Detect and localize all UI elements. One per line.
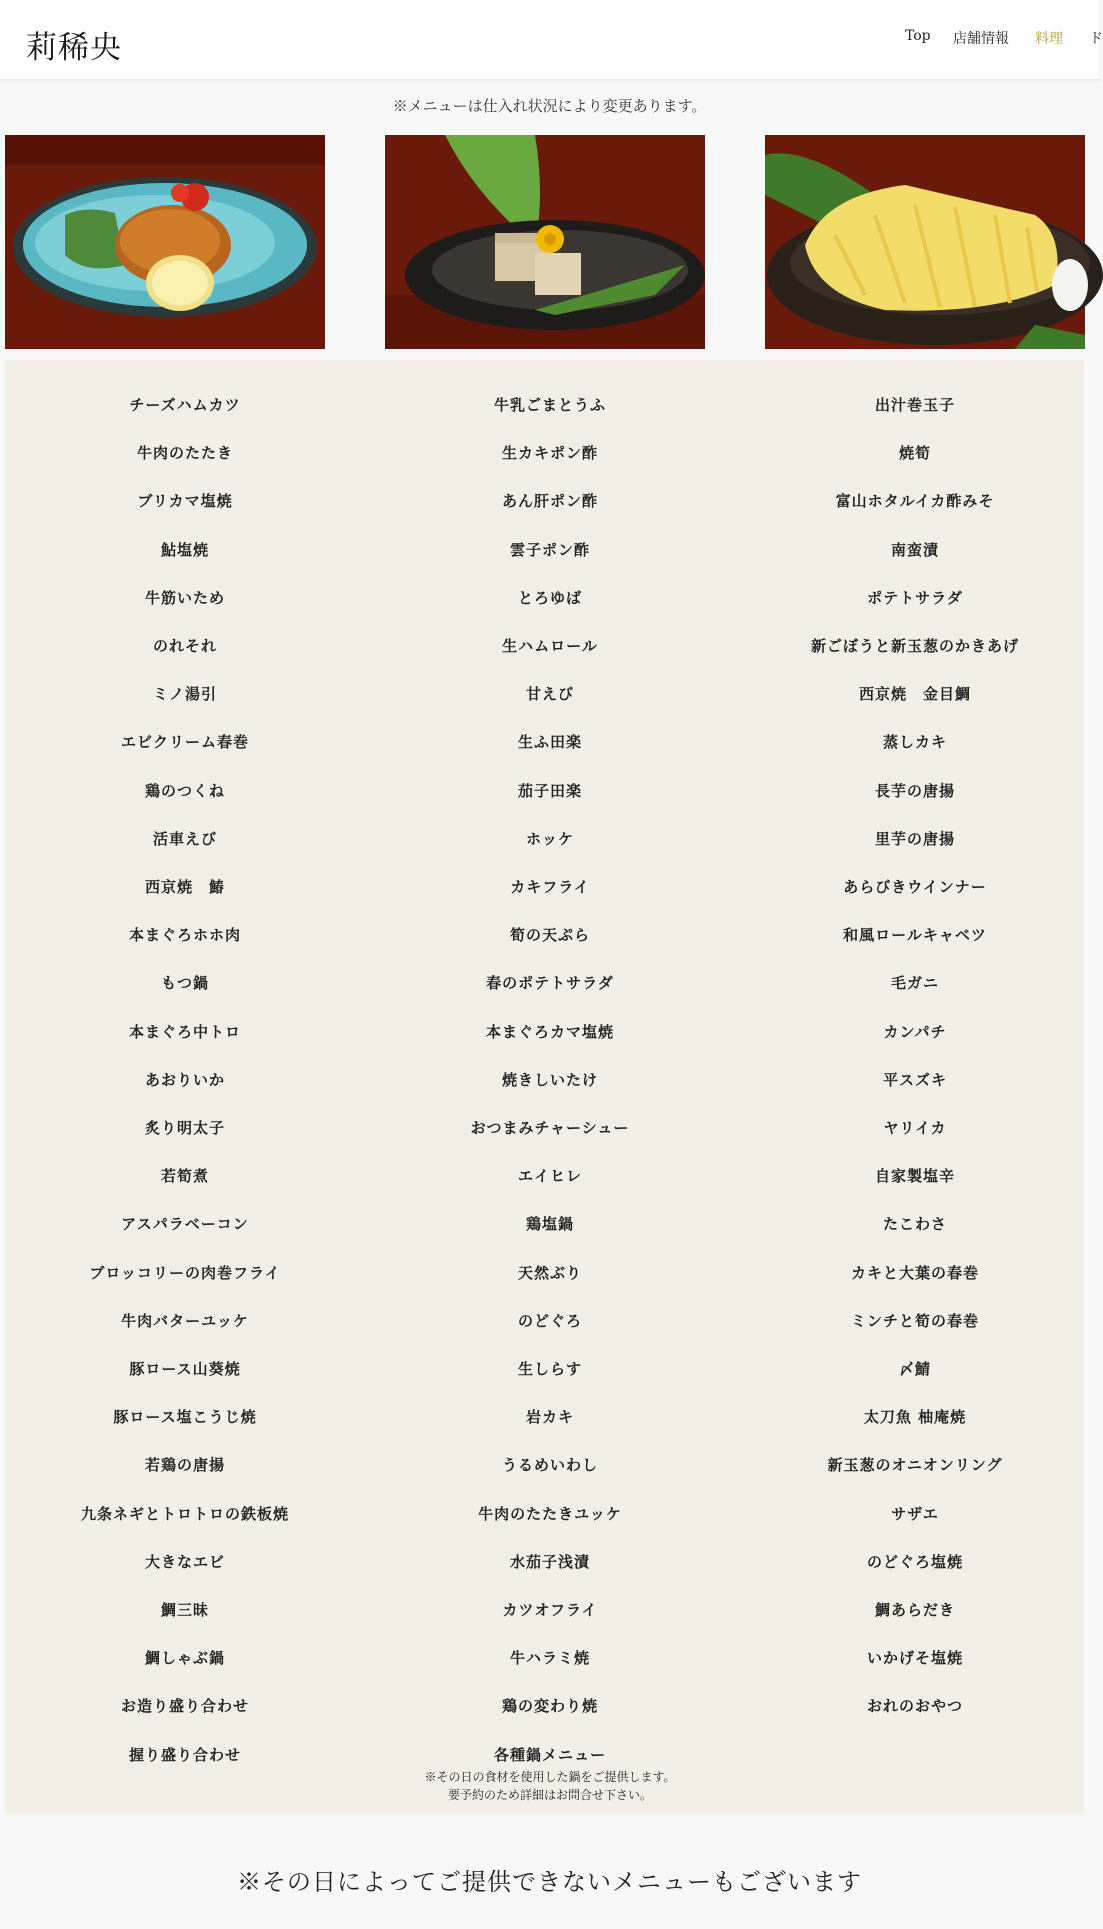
menu-item: 富山ホタルイカ酢みそ (835, 492, 995, 511)
menu-item: 茄子田楽 (517, 781, 582, 800)
menu-item: 西京焼 金目鯛 (858, 685, 971, 704)
menu-item: 太刀魚 柚庵焼 (863, 1408, 967, 1427)
menu-item: のどぐろ (517, 1311, 582, 1330)
menu-item: 本まぐろカマ塩焼 (485, 1022, 614, 1041)
menu-item: 握り盛り合わせ (128, 1745, 241, 1764)
menu-item: 生ハムロール (502, 637, 598, 655)
menu-item: 活車えび (152, 829, 217, 848)
nav-top[interactable]: Top (905, 28, 931, 44)
menu-item: チーズハムカツ (129, 396, 241, 414)
nav-cuisine[interactable]: 料理 (1035, 31, 1063, 47)
menu-item: もつ鍋 (160, 974, 209, 993)
menu-item: 自家製塩辛 (874, 1167, 955, 1186)
availability-notice: ※その日によってご提供できないメニューもございます (237, 1868, 862, 1896)
menu-item: うるめいわし (501, 1456, 598, 1475)
menu-item: 春のポテトサラダ (486, 974, 614, 993)
menu-item: のれそれ (152, 637, 217, 655)
menu-item: カキと大葉の春巻 (850, 1263, 979, 1282)
menu-item: 新ごぼうと新玉葱のかきあげ (810, 637, 1019, 655)
menu-item: 若筍煮 (160, 1167, 209, 1186)
menu-item: 本まぐろホホ肉 (128, 926, 241, 945)
menu-item: 本まぐろ中トロ (128, 1022, 241, 1041)
menu-item: サザエ (891, 1504, 939, 1523)
menu-item: 牛肉のたたき (136, 444, 233, 463)
menu-item: 新玉葱のオニオンリング (827, 1456, 1003, 1475)
menu-item: 鮎塩焼 (160, 540, 209, 559)
menu-item: 炙り明太子 (144, 1119, 225, 1137)
menu-item: 焼筍 (898, 444, 931, 463)
menu-item: 豚ロース山葵焼 (129, 1360, 241, 1378)
menu-item: エイヒレ (517, 1167, 582, 1186)
menu-item: あん肝ポン酢 (501, 492, 598, 511)
menu-item: 大きなエビ (144, 1552, 225, 1571)
menu-item: いかげそ塩焼 (866, 1649, 963, 1668)
menu-item: 生カキポン酢 (501, 444, 598, 463)
sesame-tofu-photo (385, 135, 705, 349)
menu-item: 鯛しゃぶ鍋 (144, 1649, 225, 1668)
menu-item: 鶏の変わり焼 (501, 1697, 598, 1716)
menu-item: 蒸しカキ (882, 733, 947, 752)
menu-item: 甘えび (525, 685, 574, 704)
menu-item: 鶏塩鍋 (525, 1215, 574, 1234)
menu-item: 鯛三昧 (160, 1601, 209, 1619)
menu-item: 西京焼 鰆 (144, 878, 225, 896)
menu-item: 平スズキ (882, 1070, 947, 1089)
menu-item: あらびきウインナー (843, 878, 987, 896)
reservation-note: 要予約のため詳細はお問合せ下さい。 (447, 1787, 652, 1802)
menu-item: 九条ネギとトロトロの鉄板焼 (80, 1504, 289, 1523)
menu-item: 生ふ田楽 (517, 733, 582, 752)
menu-item: 焼きしいたけ (501, 1070, 598, 1089)
menu-item: ブリカマ塩焼 (137, 492, 233, 511)
menu-item: 豚ロース塩こうじ焼 (113, 1408, 257, 1427)
menu-item: 鶏のつくね (144, 781, 225, 800)
menu-item: 天然ぶり (517, 1263, 582, 1282)
menu-item: お造り盛り合わせ (120, 1697, 249, 1716)
menu-item: アスパラベーコン (121, 1215, 249, 1234)
menu-item: カキフライ (510, 878, 590, 896)
nav-drink[interactable]: ド (1089, 31, 1103, 47)
site-logo[interactable]: 莉稀央 (26, 30, 122, 66)
menu-item: 牛乳ごまとうふ (493, 396, 606, 414)
menu-item: 生しらす (517, 1360, 582, 1378)
menu-item: ホッケ (525, 829, 574, 848)
menu-item: ポテトサラダ (867, 588, 963, 607)
menu-item: 牛筋いため (144, 588, 225, 607)
menu-item: 毛ガニ (890, 974, 939, 993)
menu-item: 南蛮漬 (890, 540, 939, 559)
menu-item: おれのおやつ (866, 1697, 963, 1716)
menu-item: 和風ロールキャベツ (843, 926, 987, 945)
menu-list-panel (5, 360, 1084, 1814)
menu-item: 長芋の唐揚 (874, 781, 955, 800)
menu-item: たこわさ (882, 1215, 947, 1234)
menu-item: のどぐろ塩焼 (866, 1552, 963, 1571)
menu-item: おつまみチャーシュー (470, 1119, 630, 1137)
menu-item: 各種鍋メニュー (493, 1745, 606, 1764)
menu-item: カツオフライ (502, 1601, 598, 1619)
menu-item: カンパチ (883, 1022, 947, 1041)
menu-item: 水茄子浅漬 (509, 1552, 590, 1571)
menu-item: 牛肉のたたきユッケ (478, 1504, 622, 1523)
menu-item: 筍の天ぷら (509, 926, 590, 945)
menu-item: 鯛あらだき (874, 1601, 955, 1619)
menu-item: ブロッコリーの肉巻フライ (89, 1263, 281, 1282)
menu-item: エビクリーム春巻 (120, 733, 249, 752)
menu-change-notice: ※メニューは仕入れ状況により変更あります。 (392, 97, 707, 115)
site-header (0, 0, 1103, 80)
menu-item: ミノ湯引 (152, 685, 217, 704)
nabe-note: ※その日の食材を使用した鍋をご提供します。 (424, 1769, 676, 1784)
nav-store-info[interactable]: 店舗情報 (953, 31, 1009, 47)
menu-item: ミンチと筍の春巻 (850, 1311, 979, 1330)
menu-item: 里芋の唐揚 (874, 829, 955, 848)
menu-item: とろゆば (517, 588, 582, 607)
ham-cutlet-photo (5, 135, 325, 349)
menu-item: ヤリイカ (883, 1119, 947, 1137)
menu-item: 岩カキ (525, 1408, 574, 1427)
menu-item: 〆鯖 (898, 1360, 931, 1378)
menu-item: 牛ハラミ焼 (509, 1649, 590, 1668)
menu-item: 牛肉バターユッケ (121, 1311, 249, 1330)
menu-item: 雲子ポン酢 (509, 540, 590, 559)
menu-item: あおりいか (144, 1070, 225, 1089)
dashimaki-tamago-photo (765, 135, 1085, 349)
menu-item: 出汁巻玉子 (874, 396, 955, 414)
menu-item: 若鶏の唐揚 (144, 1456, 225, 1475)
